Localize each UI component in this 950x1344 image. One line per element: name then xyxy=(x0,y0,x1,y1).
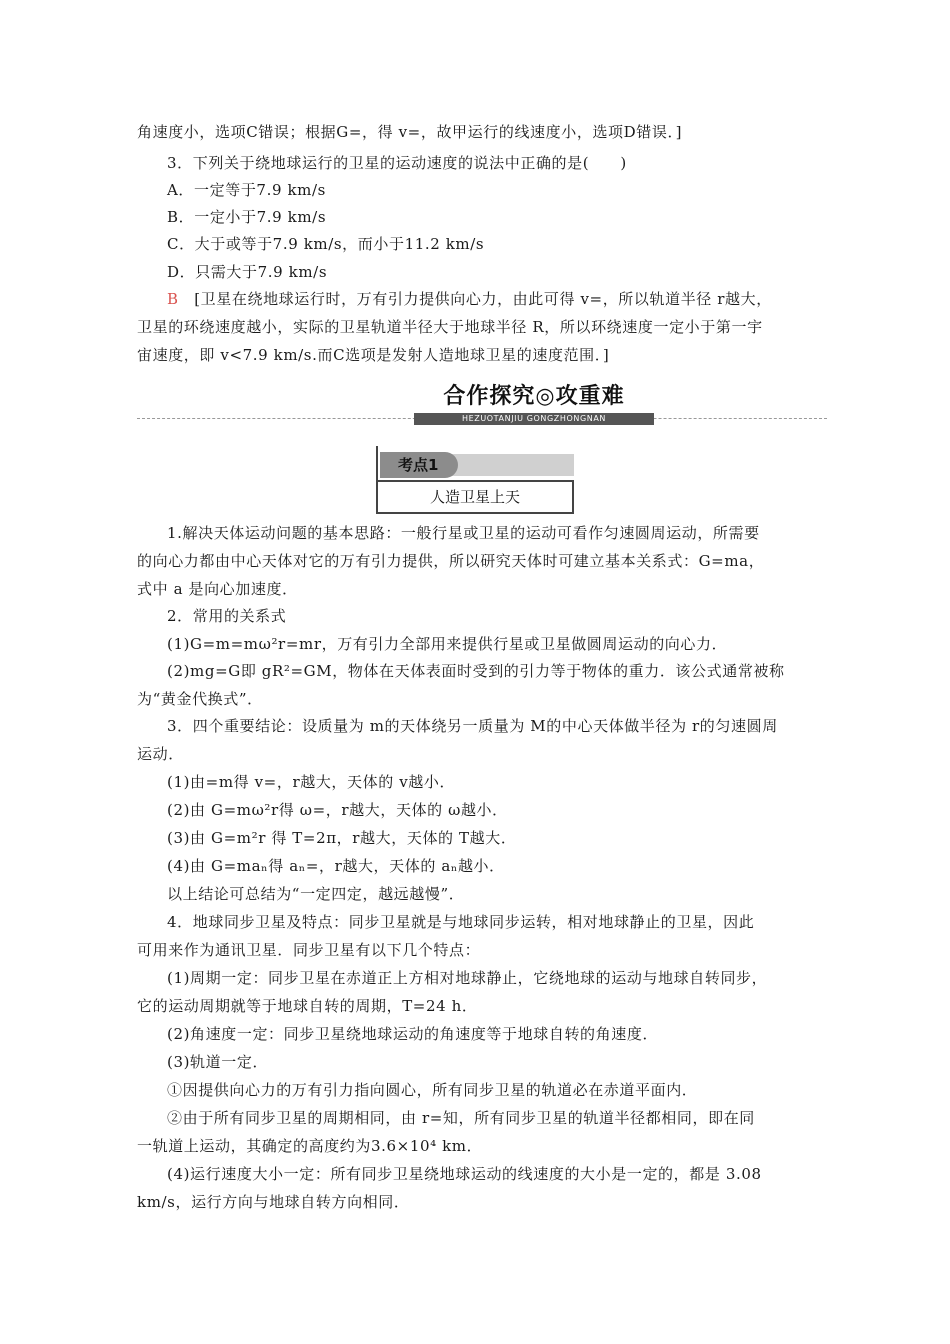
option-c: C．大于或等于7.9 km/s，而小于11.2 km/s xyxy=(167,235,485,253)
option-a: A．一定等于7.9 km/s xyxy=(167,181,326,199)
box-border-bottom xyxy=(376,512,574,514)
answer-letter: B xyxy=(167,290,179,308)
text-line: (2)由 G=mω²r得 ω=，r越大，天体的 ω越小． xyxy=(167,801,508,819)
box-border-middle xyxy=(376,480,574,482)
text-line: 为“黄金代换式”． xyxy=(137,690,263,708)
text-line: (1)G=m=mω²r=mr，万有引力全部用来提供行星或卫星做圆周运动的向心力． xyxy=(167,635,728,653)
text-line: km/s，运行方向与地球自转方向相同． xyxy=(137,1193,410,1211)
answer-line-1 xyxy=(167,289,827,309)
text-line: 可用来作为通讯卫星．同步卫星有以下几个特点： xyxy=(137,941,481,959)
option-d: D．只需大于7.9 km/s xyxy=(167,263,328,281)
text-line: (3)由 G=m²r 得 T=2π，r越大，天体的 T越大． xyxy=(167,829,517,847)
text-line: 2．常用的关系式 xyxy=(167,607,287,625)
text-line: ②由于所有同步卫星的周期相同，由 r=知，所有同步卫星的轨道半径都相同，即在同 xyxy=(167,1109,755,1127)
option-b: B．一定小于7.9 km/s xyxy=(167,208,327,226)
text-line: ①因提供向心力的万有引力指向圆心，所有同步卫星的轨道必在赤道平面内． xyxy=(167,1081,698,1099)
text-line: (3)轨道一定． xyxy=(167,1053,269,1071)
text-line: 式中 a 是向心加速度． xyxy=(137,580,298,598)
banner-title: 合作探究◎攻重难 xyxy=(443,384,625,409)
answer-line-3: 宙速度，即 v<7.9 km/s.而C选项是发射人造地球卫星的速度范围．] xyxy=(137,346,610,364)
text-line: 角速度小，选项C错误；根据G=，得 v=，故甲运行的线速度小，选项D错误．] xyxy=(137,123,683,141)
text-line: (4)由 G=maₙ得 aₙ=，r越大，天体的 aₙ越小． xyxy=(167,857,505,875)
text-line: 一轨道上运动，其确定的高度约为3.6×10⁴ km． xyxy=(137,1137,483,1155)
text-line: 3．四个重要结论：设质量为 m的天体绕另一质量为 M的中心天体做半径为 r的匀速圆周 xyxy=(167,717,778,735)
text-line: 运动． xyxy=(137,745,184,763)
text-line: 的向心力都由中心天体对它的万有引力提供，所以研究天体时可建立基本关系式：G=ma， xyxy=(137,552,765,570)
text-line: 1.解决天体运动问题的基本思路：一般行星或卫星的运动可看作匀速圆周运动，所需要 xyxy=(167,524,760,542)
answer-line-2: 卫星的环绕速度越小，实际的卫星轨道半径大于地球半径 R，所以环绕速度一定小于第一宇 xyxy=(137,318,763,336)
kaodian-tab: 考点1 xyxy=(380,452,458,478)
text-line: 以上结论可总结为“一定四定，越远越慢”． xyxy=(167,885,465,903)
answer-text: [卫星在绕地球运行时，万有引力提供向心力，由此可得 v=，所以轨道半径 r越大， xyxy=(178,290,772,308)
text-line: (2)mg=G即 gR²=GM，物体在天体表面时受到的引力等于物体的重力．该公式通常被称 xyxy=(167,662,785,680)
text-line: 4．地球同步卫星及特点：同步卫星就是与地球同步运转，相对地球静止的卫星，因此 xyxy=(167,913,755,931)
banner-subtitle: HEZUOTANJIU GONGZHONGNAN xyxy=(414,413,654,425)
question-3: 3．下列关于绕地球运行的卫星的运动速度的说法中正确的是( ) xyxy=(167,154,627,172)
text-line: (1)周期一定：同步卫星在赤道正上方相对地球静止，它绕地球的运动与地球自转同步， xyxy=(167,969,768,987)
text-line: 它的运动周期就等于地球自转的周期，T=24 h． xyxy=(137,997,478,1015)
kaodian-title: 人造卫星上天 xyxy=(429,488,520,506)
kaodian-box xyxy=(376,446,574,514)
text-line: (2)角速度一定：同步卫星绕地球运动的角速度等于地球自转的角速度． xyxy=(167,1025,659,1043)
text-line: (4)运行速度大小一定：所有同步卫星绕地球运动的线速度的大小是一定的，都是 3.08 xyxy=(167,1165,762,1183)
text-line: (1)由=m得 v=，r越大，天体的 v越小． xyxy=(167,773,456,791)
section-banner xyxy=(410,382,658,426)
